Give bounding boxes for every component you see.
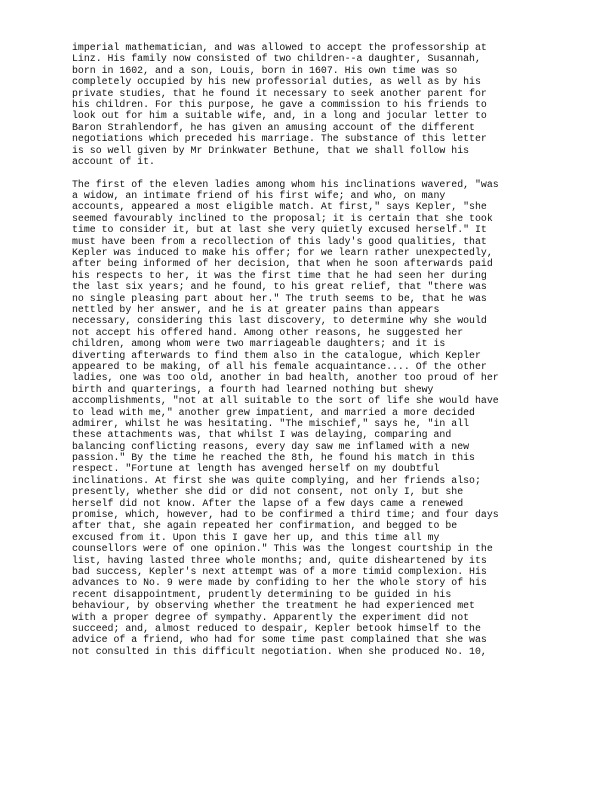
text-line: advice of a friend, who had for some time past complained that she was	[72, 634, 487, 646]
text-line: look out for him a suitable wife, and, in a long and jocular letter to	[72, 110, 487, 122]
text-line: passion." By the time he reached the 8th, he found his match in this	[72, 452, 475, 464]
text-line: Baron Strahlendorf, he has given an amusing account of the different	[72, 121, 475, 133]
text-line: his children. For this purpose, he gave a commission to his friends to	[72, 98, 487, 110]
text-line: account of it.	[72, 155, 155, 167]
text-line: inclinations. At first she was quite complying, and her friends also;	[72, 474, 481, 486]
text-line: The first of the eleven ladies among whom his inclinations wavered, "was	[72, 178, 499, 190]
text-line: negotiations which preceded his marriage. The substance of this letter	[72, 133, 487, 145]
text-line: to lead with me," another grew impatient, and married a more decided	[72, 406, 475, 418]
text-line: accounts, appeared a most eligible match. At first," says Kepler, "she	[72, 201, 487, 213]
text-line: born in 1602, and a son, Louis, born in 1607. His own time was so	[72, 64, 458, 76]
text-line: a widow, an intimate friend of his first wife; and who, on many	[72, 190, 446, 202]
text-line: list, having lasted three whole months; and, quite disheartened by its	[72, 554, 487, 566]
text-line: nettled by her answer, and he is at greater pains than appears	[72, 303, 440, 315]
text-line: Kepler was induced to make his offer; for we learn rather unexpectedly,	[72, 247, 493, 259]
text-line: these attachments was, that whilst I was delaying, comparing and	[72, 429, 452, 441]
text-line: advances to No. 9 were made by confiding to her the whole story of his	[72, 577, 487, 589]
text-line: balancing conflicting reasons, every day saw me inflamed with a new	[72, 440, 470, 452]
text-line: bad success, Kepler's next attempt was of a more timid complexion. His	[72, 565, 487, 577]
text-line: Linz. His family now consisted of two children--a daughter, Susannah,	[72, 53, 481, 65]
text-line: recent disappointment, prudently determining to be guided in his	[72, 588, 452, 600]
text-line: accomplishments, "not at all suitable to the sort of life she would have	[72, 395, 499, 407]
text-line: must have been from a recollection of this lady's good qualities, that	[72, 235, 487, 247]
text-line: behaviour, by observing whether the treatment he had experienced met	[72, 600, 475, 612]
text-line: promise, which, however, had to be confirmed a third time; and four days	[72, 509, 499, 521]
text-line: no single pleasing part about her." The truth seems to be, that he was	[72, 292, 487, 304]
text-line: not accept his offered hand. Among other reasons, he suggested her	[72, 326, 464, 338]
paragraph-2	[72, 179, 552, 657]
text-line: respect. "Fortune at length has avenged herself on my doubtful	[72, 463, 440, 475]
text-line: presently, whether she did or did not consent, not only I, but she	[72, 486, 464, 498]
document-page	[72, 42, 552, 657]
text-line: birth and quarterings, a fourth had learned nothing but shewy	[72, 383, 434, 395]
text-line: after that, she again repeated her confirmation, and begged to be	[72, 520, 458, 532]
text-line: imperial mathematician, and was allowed to accept the professorship at	[72, 42, 487, 53]
text-line: with a proper degree of sympathy. Apparently the experiment did not	[72, 611, 470, 623]
text-line: time to consider it, but at last she very quietly excused herself." It	[72, 224, 487, 236]
text-line: ladies, one was too old, another in bad health, another too proud of her	[72, 372, 499, 384]
text-line: seemed favourably inclined to the proposal; it is certain that she took	[72, 212, 493, 224]
text-line: is so well given by Mr Drinkwater Bethune, that we shall follow his	[72, 144, 470, 156]
text-line: herself did not know. After the lapse of a few days came a renewed	[72, 497, 464, 509]
text-line: his respects to her, it was the first time that he had seen her during	[72, 269, 487, 281]
text-line: children, among whom were two marriageable daughters; and it is	[72, 338, 446, 350]
text-line: diverting afterwards to find them also in the catalogue, which Kepler	[72, 349, 481, 361]
text-line: not consulted in this difficult negotiation. When she produced No. 10,	[72, 645, 487, 657]
text-line: succeed; and, almost reduced to despair, Kepler betook himself to the	[72, 622, 481, 634]
text-line: necessary, considering this last discovery, to determine why she would	[72, 315, 487, 327]
text-line: admirer, whilst he was hesitating. "The mischief," says he, "in all	[72, 417, 470, 429]
paragraph-1	[72, 42, 552, 167]
text-line: private studies, that he found it necessary to seek another parent for	[72, 87, 487, 99]
text-line: appeared to be making, of all his female acquaintance.... Of the other	[72, 360, 487, 372]
text-line: excused from it. Upon this I gave her up, and this time all my	[72, 531, 440, 543]
text-line: after being informed of her decision, that when he soon afterwards paid	[72, 258, 493, 270]
text-line: the last six years; and he found, to his great relief, that "there was	[72, 281, 487, 293]
text-line: counsellors were of one opinion." This was the longest courtship in the	[72, 543, 493, 555]
text-line: completely occupied by his new professorial duties, as well as by his	[72, 76, 481, 88]
